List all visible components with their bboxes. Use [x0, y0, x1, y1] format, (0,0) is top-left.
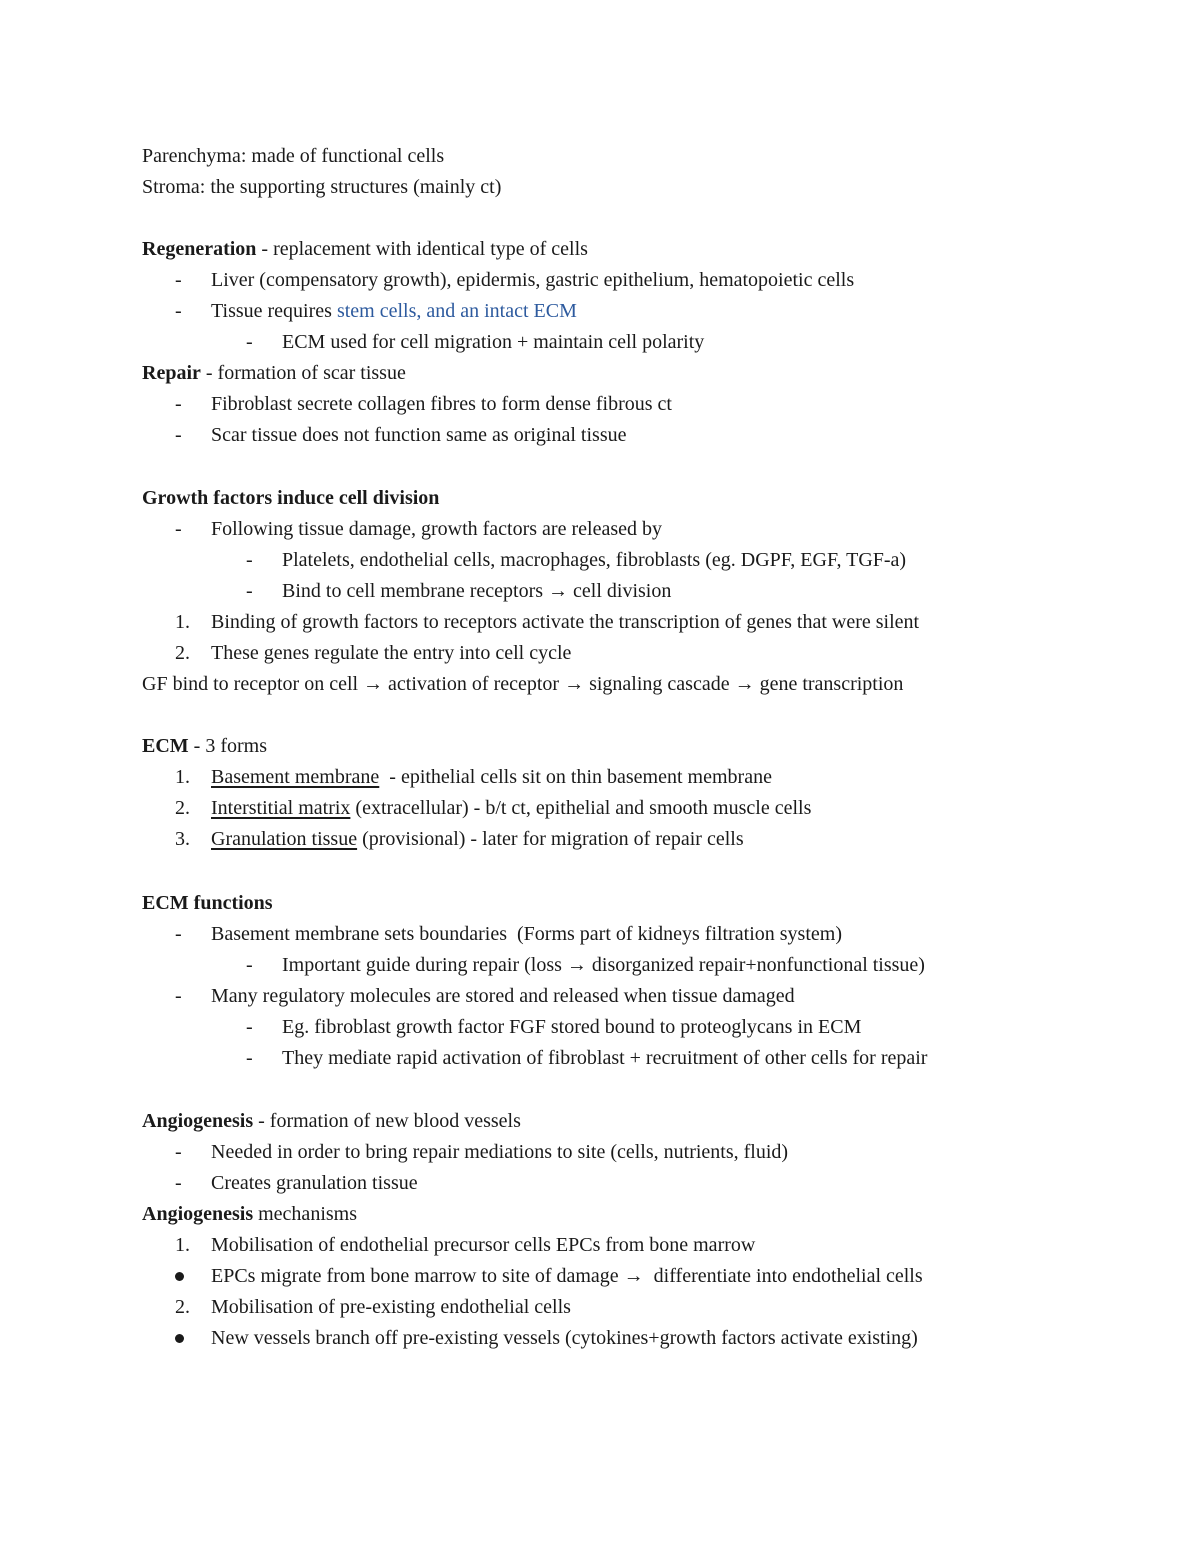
dash-marker: -	[175, 1141, 182, 1163]
list-item: Liver (compensatory growth), epidermis, gastric epithelium, hematopoietic cells	[211, 269, 855, 291]
number-marker: 1.	[175, 766, 190, 788]
tissue-prefix: Tissue requires	[211, 300, 337, 322]
sub-list-item: Eg. fibroblast growth factor FGF stored bound to proteoglycans in ECM	[282, 1016, 862, 1038]
bullet-icon	[175, 1263, 184, 1289]
dash-marker: -	[175, 985, 182, 1007]
regeneration-heading	[142, 236, 588, 262]
sub-list-item: ECM used for cell migration + maintain cell polarity	[282, 331, 705, 353]
dash-marker: -	[175, 300, 182, 322]
numbered-item: Mobilisation of endothelial precursor cells EPCs from bone marrow	[211, 1234, 756, 1256]
dash-marker: -	[246, 549, 253, 571]
parenchyma-line: Parenchyma: made of functional cells	[142, 145, 445, 167]
number-marker: 2.	[175, 642, 190, 664]
dash-marker: -	[175, 269, 182, 291]
ecm-form-desc: - epithelial cells sit on thin basement membrane	[379, 766, 772, 788]
angiogenesis-mech-desc: mechanisms	[253, 1203, 357, 1225]
bullet-item: New vessels branch off pre-existing vessels (cytokines+growth factors activate existing)	[211, 1327, 918, 1349]
list-item: Fibroblast secrete collagen fibres to form dense fibrous ct	[211, 393, 672, 415]
dash-marker: -	[246, 580, 253, 602]
number-marker: 2.	[175, 1296, 190, 1318]
dash-marker: -	[246, 1016, 253, 1038]
numbered-item: Binding of growth factors to receptors activate the transcription of genes that were silent	[211, 611, 920, 633]
angiogenesis-mechanisms-heading	[142, 1201, 357, 1227]
angiogenesis-title: Angiogenesis	[142, 1110, 254, 1132]
list-item: Many regulatory molecules are stored and released when tissue damaged	[211, 985, 795, 1007]
ecm-form-desc: (extracellular) - b/t ct, epithelial and smooth muscle cells	[350, 797, 812, 819]
angiogenesis-mech-title: Angiogenesis	[142, 1203, 254, 1225]
ecm-heading	[142, 733, 267, 759]
numbered-item	[211, 795, 811, 821]
list-item: Scar tissue does not function same as original tissue	[211, 424, 627, 446]
number-marker: 1.	[175, 611, 190, 633]
ecm-functions-heading: ECM functions	[142, 892, 273, 914]
list-item	[211, 298, 577, 324]
regeneration-title: Regeneration	[142, 238, 257, 260]
sub-list-item: Platelets, endothelial cells, macrophages, fibroblasts (eg. DGPF, EGF, TGF-a)	[282, 549, 907, 571]
ecm-title: ECM	[142, 735, 189, 757]
tissue-highlight: stem cells, and an intact ECM	[336, 300, 577, 322]
dash-marker: -	[175, 393, 182, 415]
bullet-icon	[175, 1325, 184, 1351]
repair-title: Repair	[142, 362, 201, 384]
sub-list-item: They mediate rapid activation of fibroblast + recruitment of other cells for repair	[282, 1047, 928, 1069]
stroma-line: Stroma: the supporting structures (mainly ct)	[142, 176, 502, 198]
repair-desc: - formation of scar tissue	[200, 362, 406, 384]
dash-marker: -	[246, 331, 253, 353]
bullet-item: EPCs migrate from bone marrow to site of damage → differentiate into endothelial cells	[211, 1265, 923, 1287]
numbered-item: These genes regulate the entry into cell cycle	[211, 642, 572, 664]
sub-list-item: Important guide during repair (loss → disorganized repair+nonfunctional tissue)	[282, 954, 925, 976]
repair-heading	[142, 360, 406, 386]
angiogenesis-heading	[142, 1108, 521, 1134]
sub-list-item: Bind to cell membrane receptors → cell division	[282, 580, 672, 602]
ecm-form-desc: (provisional) - later for migration of repair cells	[357, 828, 744, 850]
dash-marker: -	[246, 1047, 253, 1069]
list-item: Following tissue damage, growth factors are released by	[211, 518, 662, 540]
number-marker: 2.	[175, 797, 190, 819]
ecm-desc: - 3 forms	[188, 735, 267, 757]
list-item: Needed in order to bring repair mediations to site (cells, nutrients, fluid)	[211, 1141, 789, 1163]
ecm-form-name: Granulation tissue	[211, 828, 358, 850]
ecm-form-name: Interstitial matrix	[211, 797, 351, 819]
dash-marker: -	[175, 518, 182, 540]
dash-marker: -	[175, 1172, 182, 1194]
list-item: Basement membrane sets boundaries (Forms part of kidneys filtration system)	[211, 923, 842, 945]
regeneration-desc: - replacement with identical type of cells	[256, 238, 588, 260]
growth-factors-heading: Growth factors induce cell division	[142, 487, 440, 509]
number-marker: 1.	[175, 1234, 190, 1256]
numbered-item	[211, 764, 772, 790]
number-marker: 3.	[175, 828, 190, 850]
numbered-item: Mobilisation of pre-existing endothelial cells	[211, 1296, 571, 1318]
dash-marker: -	[175, 424, 182, 446]
list-item: Creates granulation tissue	[211, 1172, 418, 1194]
ecm-form-name: Basement membrane	[211, 766, 380, 788]
growth-summary: GF bind to receptor on cell → activation of receptor → signaling cascade → gene transcription	[142, 673, 904, 695]
angiogenesis-desc: - formation of new blood vessels	[253, 1110, 521, 1132]
dash-marker: -	[175, 923, 182, 945]
dash-marker: -	[246, 954, 253, 976]
numbered-item	[211, 826, 744, 852]
